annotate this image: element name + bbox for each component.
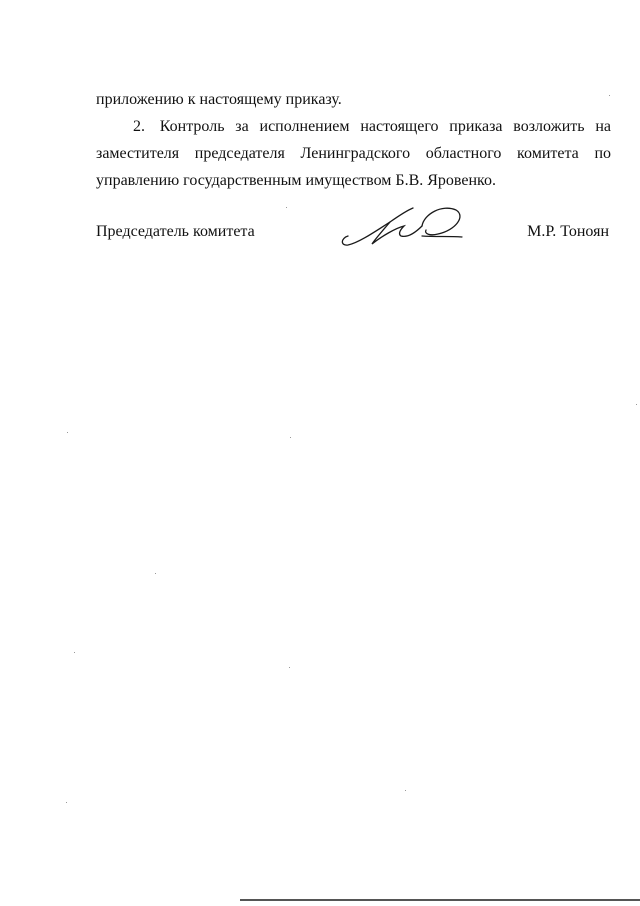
signatory-name: М.Р. Тоноян <box>527 223 609 240</box>
scan-speck <box>74 652 75 653</box>
handwritten-signature <box>338 200 468 256</box>
scan-edge-line <box>240 899 640 901</box>
signatory-title: Председатель комитета <box>96 223 255 240</box>
item-2-paragraph <box>96 113 611 194</box>
scan-speck <box>289 667 290 668</box>
item-2-number: 2. <box>133 118 145 135</box>
scan-speck <box>67 432 68 433</box>
scan-speck <box>405 790 406 791</box>
item-2-text: Контроль за исполнением настоящего приказа возложить на заместителя председателя Ленинградского областного комитета по управлению государственным имуществом Б.В. Яровенко. <box>96 118 611 189</box>
continuation-paragraph: приложению к настоящему приказу. <box>96 91 342 108</box>
scan-speck <box>290 437 291 438</box>
scan-speck <box>609 95 610 96</box>
scan-speck <box>155 573 156 574</box>
scan-speck <box>66 802 67 803</box>
scan-speck <box>636 404 637 405</box>
scan-speck <box>286 207 287 208</box>
